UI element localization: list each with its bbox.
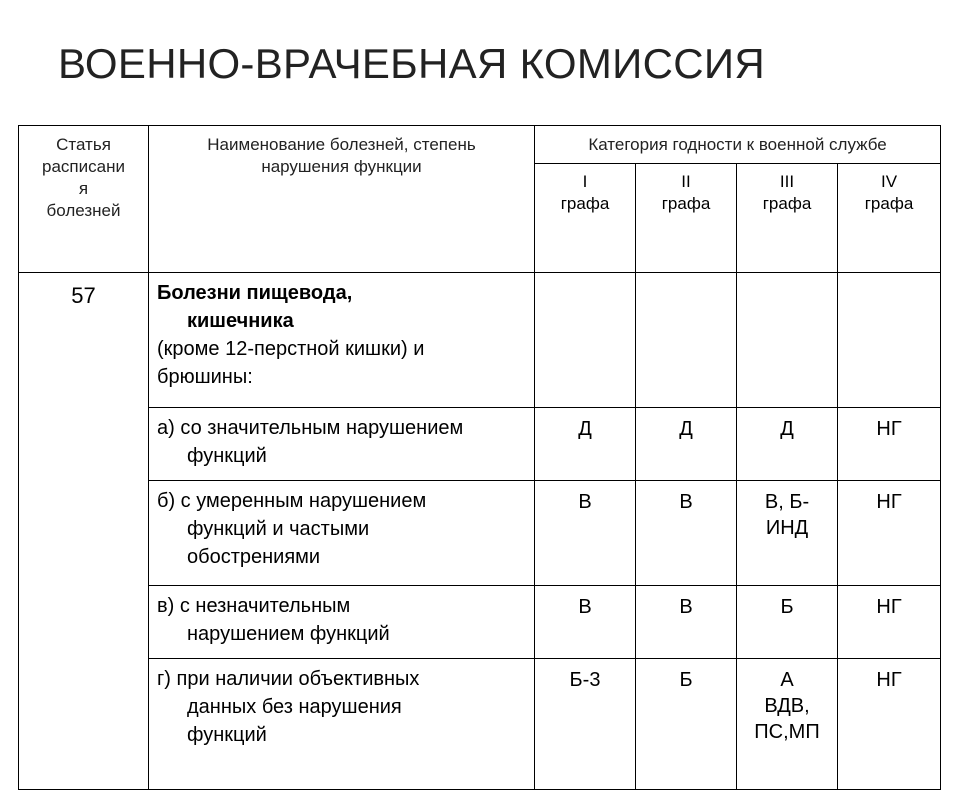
degree-line: в) с незначительным	[157, 595, 351, 617]
category-value-col4	[838, 408, 941, 481]
category-value-col2	[636, 586, 737, 659]
category-value-col3	[737, 586, 838, 659]
disease-degree	[149, 659, 535, 790]
value-line: В	[679, 491, 693, 513]
header-disease-name	[149, 126, 535, 273]
column-numeral: IV	[880, 172, 898, 192]
category-value-col4	[838, 586, 941, 659]
header-article-line: я	[78, 179, 89, 198]
empty-cell	[737, 273, 838, 408]
value-line: НГ	[876, 669, 902, 691]
page-title: ВОЕННО-ВРАЧЕБНАЯ КОМИССИЯ	[58, 40, 766, 87]
header-article-line: Статья	[56, 135, 111, 154]
value-line: В	[578, 491, 592, 513]
table-row-group-title	[19, 273, 941, 408]
article-number: 57	[19, 273, 149, 790]
disease-degree	[149, 586, 535, 659]
disease-degree	[149, 481, 535, 586]
disease-group-title	[149, 273, 535, 408]
category-value-col2	[636, 659, 737, 790]
table-row	[19, 408, 941, 481]
value-line: Д	[780, 418, 794, 440]
header-article	[19, 126, 149, 273]
disease-degree	[149, 408, 535, 481]
degree-line: а) со значительным нарушением	[157, 417, 464, 439]
category-value-col2	[636, 408, 737, 481]
column-numeral: II	[681, 172, 691, 192]
fitness-category-table	[18, 125, 941, 790]
value-line: НГ	[876, 596, 902, 618]
degree-line: б) с умеренным нарушением	[157, 490, 427, 512]
category-value-col3	[737, 408, 838, 481]
header-article-line: болезней	[46, 201, 121, 220]
degree-line: нарушением функций	[187, 623, 390, 645]
group-bold-line: Болезни пищевода,	[157, 282, 353, 304]
header-column-1	[535, 164, 636, 273]
category-value-col3	[737, 659, 838, 790]
table-row	[19, 586, 941, 659]
column-label: графа	[762, 194, 812, 214]
column-label: графа	[560, 194, 610, 214]
category-value-col1	[535, 481, 636, 586]
degree-line: функций	[187, 445, 267, 467]
value-line: ПС,МП	[754, 721, 820, 743]
value-line: ВДВ,	[764, 695, 810, 717]
value-line: Д	[578, 418, 592, 440]
header-column-2	[636, 164, 737, 273]
value-line: Д	[679, 418, 693, 440]
value-line: НГ	[876, 418, 902, 440]
value-line: НГ	[876, 491, 902, 513]
group-bold-line: кишечника	[187, 310, 294, 332]
table-row	[19, 659, 941, 790]
table-row	[19, 481, 941, 586]
header-disease-line: Наименование болезней, степень	[207, 135, 476, 154]
empty-cell	[636, 273, 737, 408]
category-value-col4	[838, 659, 941, 790]
category-value-col2	[636, 481, 737, 586]
value-line: В, Б-	[764, 491, 810, 513]
value-line: А	[780, 669, 794, 691]
header-column-3	[737, 164, 838, 273]
empty-cell	[535, 273, 636, 408]
header-disease-line: нарушения функции	[261, 157, 422, 176]
category-value-col3	[737, 481, 838, 586]
category-value-col1	[535, 659, 636, 790]
column-numeral: I	[582, 172, 588, 192]
degree-line: г) при наличии объективных	[157, 668, 420, 690]
header-column-4	[838, 164, 941, 273]
column-label: графа	[661, 194, 711, 214]
column-numeral: III	[779, 172, 795, 192]
value-line: ИНД	[765, 517, 809, 539]
value-line: Б	[679, 669, 693, 691]
category-value-col1	[535, 408, 636, 481]
header-fitness-category: Категория годности к военной службе	[535, 126, 941, 164]
value-line: В	[679, 596, 693, 618]
group-line: (кроме 12-перстной кишки) и	[157, 338, 425, 360]
degree-line: функций и частыми	[187, 518, 370, 540]
column-label: графа	[864, 194, 914, 214]
degree-line: функций	[187, 724, 267, 746]
degree-line: обострениями	[187, 546, 321, 568]
header-article-line: расписани	[42, 157, 125, 176]
value-line: Б-3	[569, 669, 601, 691]
empty-cell	[838, 273, 941, 408]
category-value-col1	[535, 586, 636, 659]
group-line: брюшины:	[157, 366, 253, 388]
category-value-col4	[838, 481, 941, 586]
value-line: В	[578, 596, 592, 618]
degree-line: данных без нарушения	[187, 696, 402, 718]
value-line: Б	[780, 596, 794, 618]
